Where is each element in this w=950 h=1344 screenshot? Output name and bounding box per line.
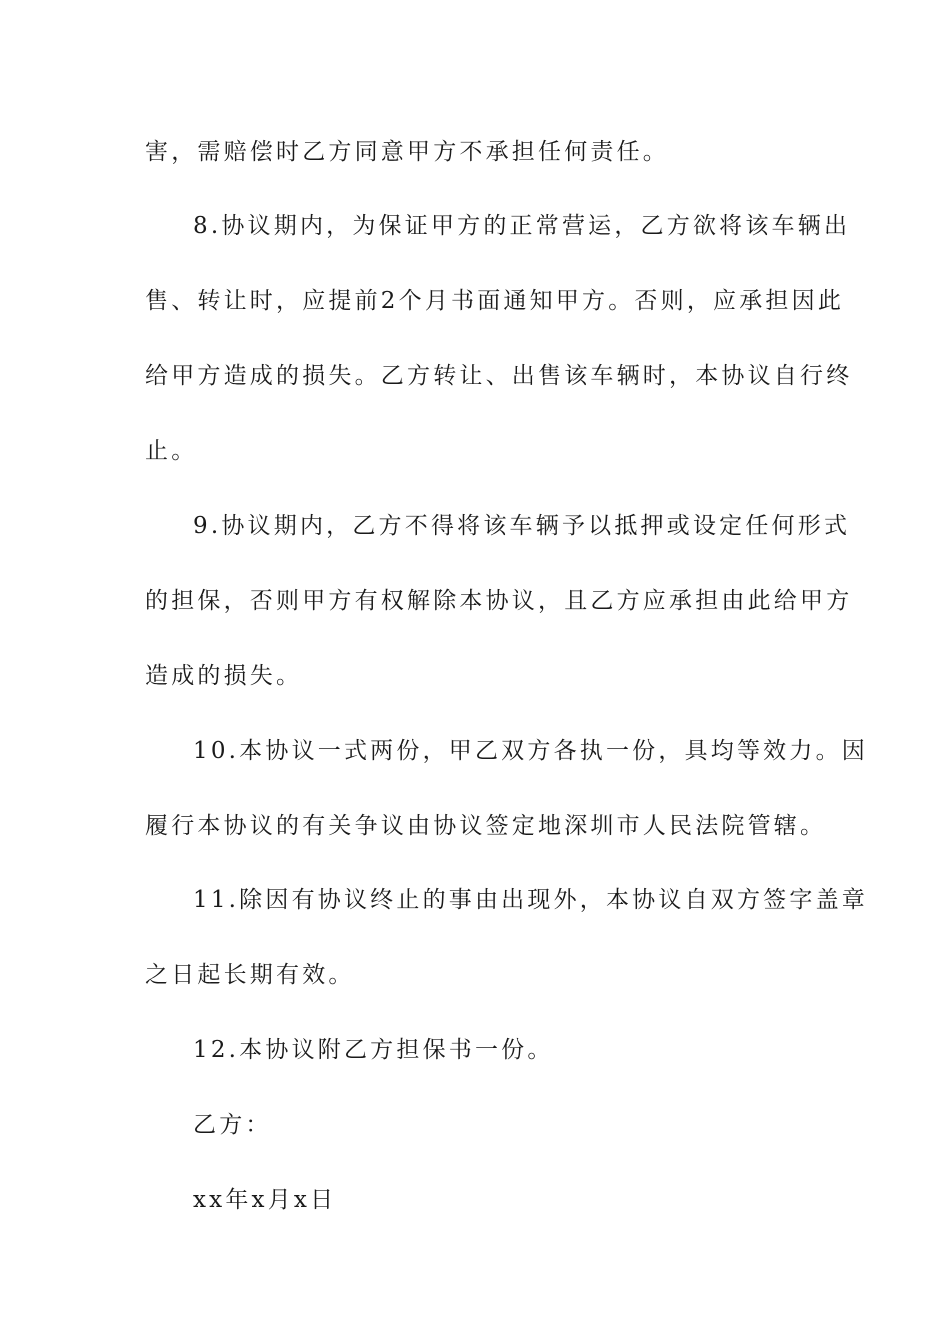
text-line: 给甲方造成的损失。乙方转让、出售该车辆时，本协议自行终 — [145, 363, 853, 389]
text-line: 履行本协议的有关争议由协议签定地深圳市人民法院管辖。 — [145, 813, 827, 839]
clause-12-line: 12.本协议附乙方担保书一份。 — [193, 1037, 554, 1063]
text-line: 止。 — [145, 438, 198, 464]
signature-date: xx年x月x日 — [193, 1187, 337, 1213]
text-line: 的担保，否则甲方有权解除本协议，且乙方应承担由此给甲方 — [145, 588, 853, 614]
text-line: 造成的损失。 — [145, 663, 303, 689]
party-b-signature-label: 乙方： — [193, 1112, 272, 1138]
clause-8-line: 8.协议期内，为保证甲方的正常营运，乙方欲将该车辆出 — [193, 213, 851, 239]
clause-9-line: 9.协议期内，乙方不得将该车辆予以抵押或设定任何形式 — [193, 513, 851, 539]
text-line: 售、转让时，应提前2个月书面通知甲方。否则，应承担因此 — [145, 288, 845, 314]
clause-11-line: 11.除因有协议终止的事由出现外，本协议自双方签字盖章 — [193, 887, 868, 913]
text-line: 害，需赔偿时乙方同意甲方不承担任何责任。 — [145, 139, 669, 165]
text-line: 之日起长期有效。 — [145, 962, 355, 988]
clause-10-line: 10.本协议一式两份，甲乙双方各执一份，具均等效力。因 — [193, 738, 868, 764]
